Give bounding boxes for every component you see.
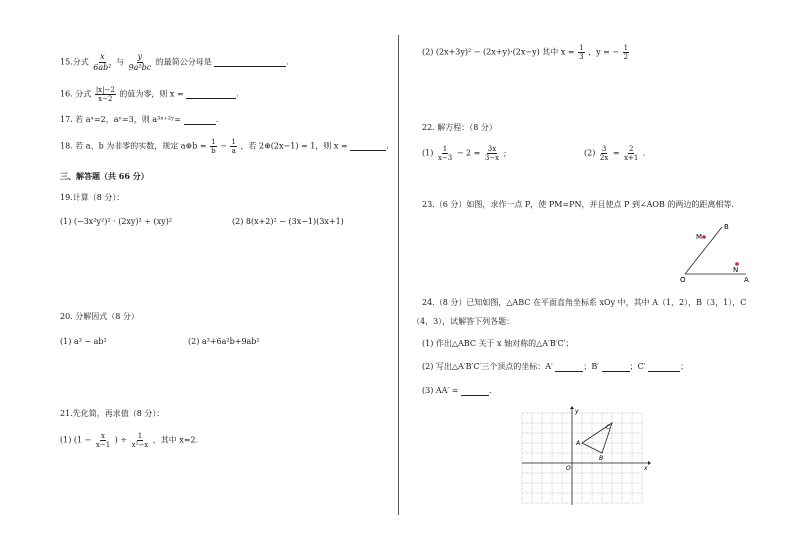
q22-part-2: (2) $\frac{3}{2x}$ = $\frac{2}{x+1}$ .: [584, 145, 646, 162]
q20-part-1: (1) a³ − ab²: [60, 337, 107, 346]
question-17: 17. 若 aˣ=2，aʸ=3，则 a³ˣ⁺²ʸ= .: [60, 115, 219, 124]
question-15: 15.分式 $\frac{x}{\text{6ab²}}$ 与 $\frac{y}{\text{9a²bc}}$ 的最简公分母是 .: [60, 52, 289, 72]
q15-fraction-2: $\frac{y}{\text{9a²bc}}$: [128, 52, 152, 72]
section-3-title: 三、解答题（共 66 分）: [60, 171, 149, 181]
q24-line-2: （4，3），试解答下列各题：: [412, 317, 515, 326]
q19-part-2: (2) 8(x+2)² − (3x−1)(3x+1): [232, 217, 344, 226]
q15-answer-blank[interactable]: [214, 58, 286, 67]
q22-part-1: (1) $\frac{1}{x-3}$ − 2 = $\frac{3x}{3-x}$ ;: [422, 145, 507, 162]
q21-part-2: (2) (2x+3y)² − (2x+y)·(2x−y) 其中 x = $\frac{1}{3}$ ，y = − $\frac{1}{2}$: [422, 44, 629, 61]
q24-aa-prime-blank[interactable]: [461, 387, 489, 396]
y-axis-arrow: [570, 406, 574, 409]
point-m: [702, 235, 706, 239]
label-o: O: [680, 276, 686, 284]
y-label: y: [575, 408, 579, 415]
ray-ob: [685, 227, 722, 274]
q17-answer-blank[interactable]: [184, 116, 216, 125]
q24-coordinate-grid: [520, 405, 652, 507]
q21-title: 21.先化简，再求值（8 分）：: [60, 409, 165, 418]
q24-part-3: (3) AA′ = .: [422, 386, 492, 395]
q15-post: 的最简公分母是: [155, 57, 212, 67]
q22-title: 22. 解方程：（8 分）: [422, 123, 497, 132]
question-18: 18. 若 a、b 为非零的实数，规定 a⊕b = $\frac{1}{b}$ − $\frac{1}{a}$ ，若 2⊕(2x−1) = 1，则 x = .: [60, 138, 389, 155]
label-n: N: [733, 266, 739, 274]
q15-mid: 与: [116, 57, 125, 67]
q19-title: 19.计算（8 分）：: [60, 193, 125, 202]
column-divider: [398, 35, 399, 515]
vertex-b-label: B: [599, 455, 604, 462]
q15-prefix: 15.分式: [60, 57, 89, 67]
q15-fraction-1: $\frac{x}{\text{6ab²}}$: [93, 52, 112, 72]
label-b: B: [724, 223, 729, 231]
q20-title: 20. 分解因式（8 分）: [60, 312, 139, 321]
origin-label: O: [566, 465, 571, 472]
q24-part-2: (2) 写出△A′B′C′三个顶点的坐标：A′ ；B′ ；C′ ；: [422, 362, 689, 371]
x-label: x: [644, 465, 648, 472]
q24-part-1: (1) 作出△ABC 关于 x 轴对称的△A′B′C′；: [422, 339, 574, 348]
q24-line-1: 24.（8 分）已知如图，△ABC 在平面直角坐标系 xOy 中，其中 A（1，2），B（3，1），C: [422, 298, 747, 307]
q24-b-prime-blank[interactable]: [602, 363, 630, 372]
vertex-a-label: A: [576, 440, 581, 447]
q24-c-prime-blank[interactable]: [648, 363, 680, 372]
label-m: M: [696, 233, 703, 241]
grid-lines: [522, 413, 642, 503]
q16-fraction: $\frac{|x|-2}{x-2}$: [95, 86, 115, 103]
q21-part-1: (1) (1 − $\frac{x}{x-1}$ ) ÷ $\frac{1}{\text{x²−x}}$ ，其中 x=2.: [60, 432, 199, 449]
q16-answer-blank[interactable]: [186, 90, 236, 99]
q23-angle-figure: [678, 218, 754, 284]
q19-part-1: (1) (−3x²y²)² · (2xy)³ ÷ (xy)²: [60, 217, 173, 226]
x-axis-arrow: [648, 461, 651, 465]
label-a: A: [744, 276, 749, 284]
q18-answer-blank[interactable]: [350, 142, 386, 151]
vertex-c-label: C: [606, 424, 611, 431]
q23-text: 23.（6 分）如图，求作一点 P，使 PM=PN，并且使点 P 到∠AOB 的两边的距离相等.: [422, 200, 734, 209]
q20-part-2: (2) a³+6a²b+9ab²: [188, 337, 260, 346]
q24-a-prime-blank[interactable]: [555, 363, 583, 372]
question-16: 16. 分式 $\frac{|x|-2}{x-2}$ 的值为零，则 x = .: [60, 86, 239, 103]
